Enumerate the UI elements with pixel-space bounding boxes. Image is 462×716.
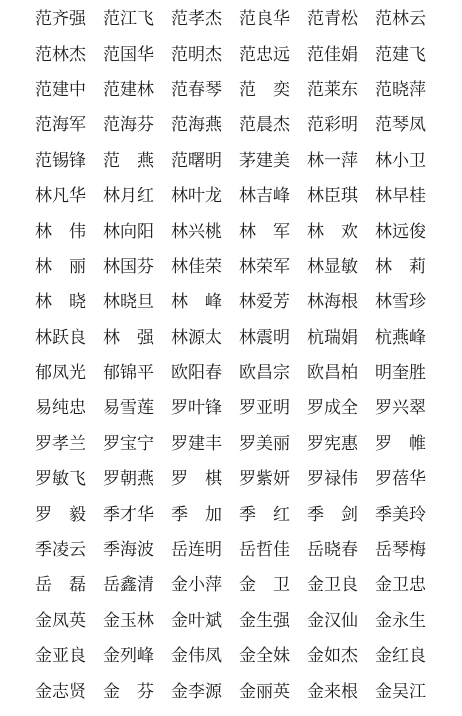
- name-cell: 林 欢: [307, 221, 358, 242]
- name-cell: 罗兴翠: [375, 398, 426, 419]
- name-cell: 范锡锋: [35, 150, 86, 171]
- name-cell: 林一萍: [307, 150, 358, 171]
- name-cell: 欧昌柏: [307, 363, 358, 384]
- name-cell: 林 莉: [375, 256, 426, 277]
- name-cell: 林显敏: [307, 256, 358, 277]
- name-cell: 明奎胜: [375, 363, 426, 384]
- name-cell: 金如杰: [307, 646, 358, 667]
- name-cell: 金叶斌: [171, 610, 222, 631]
- name-cell: 金小萍: [171, 575, 222, 596]
- name-cell: 罗孝兰: [35, 433, 86, 454]
- name-cell: 范佳娟: [307, 44, 358, 65]
- name-cell: 林叶龙: [171, 186, 222, 207]
- name-cell: 林 伟: [35, 221, 86, 242]
- name-cell: 范明杰: [171, 44, 222, 65]
- name-cell: 季凌云: [35, 540, 86, 561]
- name-cell: 季 红: [239, 504, 290, 525]
- name-cell: 林 军: [239, 221, 290, 242]
- name-cell: 林 峰: [171, 292, 222, 313]
- name-cell: 罗美丽: [239, 433, 290, 454]
- name-cell: 金吴江: [375, 681, 426, 702]
- name-cell: 杭瑞娟: [307, 327, 358, 348]
- name-cell: 林源太: [171, 327, 222, 348]
- name-cell: 范海军: [35, 115, 86, 136]
- name-cell: 岳哲佳: [239, 540, 290, 561]
- name-cell: 金卫良: [307, 575, 358, 596]
- name-cell: 林跃良: [35, 327, 86, 348]
- name-cell: 范林杰: [35, 44, 86, 65]
- name-cell: 范齐强: [35, 9, 86, 30]
- name-cell: 范孝杰: [171, 9, 222, 30]
- name-cell: 林海根: [307, 292, 358, 313]
- name-cell: 金李源: [171, 681, 222, 702]
- name-cell: 范国华: [103, 44, 154, 65]
- name-cell: 季海波: [103, 540, 154, 561]
- name-cell: 岳 磊: [35, 575, 86, 596]
- name-cell: 罗建丰: [171, 433, 222, 454]
- name-cell: 罗叶锋: [171, 398, 222, 419]
- name-cell: 罗宝宁: [103, 433, 154, 454]
- name-cell: 范建飞: [375, 44, 426, 65]
- name-cell: 林凡华: [35, 186, 86, 207]
- name-cell: 林 强: [103, 327, 154, 348]
- name-cell: 岳晓春: [307, 540, 358, 561]
- name-cell: 范曙明: [171, 150, 222, 171]
- name-cell: 金红良: [375, 646, 426, 667]
- name-cell: 金汉仙: [307, 610, 358, 631]
- name-cell: 金志贤: [35, 681, 86, 702]
- name-cell: 金列峰: [103, 646, 154, 667]
- name-cell: 范琴凤: [375, 115, 426, 136]
- name-cell: 范江飞: [103, 9, 154, 30]
- name-cell: 罗宪惠: [307, 433, 358, 454]
- name-cell: 金全妹: [239, 646, 290, 667]
- name-cell: 金永生: [375, 610, 426, 631]
- name-cell: 林佳荣: [171, 256, 222, 277]
- name-cell: 林早桂: [375, 186, 426, 207]
- name-cell: 范春琴: [171, 79, 222, 100]
- name-cell: 范 燕: [103, 150, 154, 171]
- name-cell: 林震明: [239, 327, 290, 348]
- name-cell: 范彩明: [307, 115, 358, 136]
- name-cell: 欧阳春: [171, 363, 222, 384]
- name-cell: 林国芬: [103, 256, 154, 277]
- name-cell: 范莱东: [307, 79, 358, 100]
- name-cell: 范晓萍: [375, 79, 426, 100]
- name-cell: 杭燕峰: [375, 327, 426, 348]
- name-cell: 金丽英: [239, 681, 290, 702]
- name-cell: 范林云: [375, 9, 426, 30]
- name-cell: 罗蓓华: [375, 469, 426, 490]
- name-cell: 季美玲: [375, 504, 426, 525]
- name-cell: 金 芬: [103, 681, 154, 702]
- name-cell: 易雪莲: [103, 398, 154, 419]
- name-cell: 金玉林: [103, 610, 154, 631]
- name-cell: 范晨杰: [239, 115, 290, 136]
- name-cell: 金亚良: [35, 646, 86, 667]
- name-cell: 范建林: [103, 79, 154, 100]
- name-cell: 罗紫妍: [239, 469, 290, 490]
- name-cell: 范良华: [239, 9, 290, 30]
- name-cell: 岳鑫清: [103, 575, 154, 596]
- name-cell: 范海燕: [171, 115, 222, 136]
- name-cell: 罗亚明: [239, 398, 290, 419]
- name-cell: 林 丽: [35, 256, 86, 277]
- name-cell: 林 晓: [35, 292, 86, 313]
- name-cell: 金 卫: [239, 575, 290, 596]
- name-cell: 林小卫: [375, 150, 426, 171]
- name-cell: 金卫忠: [375, 575, 426, 596]
- name-cell: 范建中: [35, 79, 86, 100]
- name-cell: 金生强: [239, 610, 290, 631]
- name-cell: 岳琴梅: [375, 540, 426, 561]
- name-cell: 罗 毅: [35, 504, 86, 525]
- name-cell: 林雪珍: [375, 292, 426, 313]
- name-cell: 罗成全: [307, 398, 358, 419]
- name-cell: 林晓旦: [103, 292, 154, 313]
- name-cell: 金凤英: [35, 610, 86, 631]
- name-cell: 季才华: [103, 504, 154, 525]
- name-cell: 林兴桃: [171, 221, 222, 242]
- name-cell: 易纯忠: [35, 398, 86, 419]
- name-cell: 罗 棋: [171, 469, 222, 490]
- name-cell: 林月红: [103, 186, 154, 207]
- name-cell: 罗朝燕: [103, 469, 154, 490]
- name-cell: 林向阳: [103, 221, 154, 242]
- name-cell: 季 加: [171, 504, 222, 525]
- name-cell: 岳连明: [171, 540, 222, 561]
- name-cell: 范海芬: [103, 115, 154, 136]
- name-cell: 范青松: [307, 9, 358, 30]
- name-cell: 郁凤光: [35, 363, 86, 384]
- name-cell: 罗敏飞: [35, 469, 86, 490]
- name-cell: 罗 帷: [375, 433, 426, 454]
- name-cell: 林吉峰: [239, 186, 290, 207]
- name-cell: 林爱芳: [239, 292, 290, 313]
- name-list-grid: [35, 2, 443, 710]
- name-cell: 欧昌宗: [239, 363, 290, 384]
- name-cell: 林臣琪: [307, 186, 358, 207]
- name-cell: 范忠远: [239, 44, 290, 65]
- name-cell: 林荣军: [239, 256, 290, 277]
- name-cell: 金伟凤: [171, 646, 222, 667]
- name-cell: 林远俊: [375, 221, 426, 242]
- name-cell: 茅建美: [239, 150, 290, 171]
- name-cell: 罗禄伟: [307, 469, 358, 490]
- name-cell: 季 剑: [307, 504, 358, 525]
- name-cell: 范 奕: [239, 79, 290, 100]
- name-cell: 郁锦平: [103, 363, 154, 384]
- name-cell: 金来根: [307, 681, 358, 702]
